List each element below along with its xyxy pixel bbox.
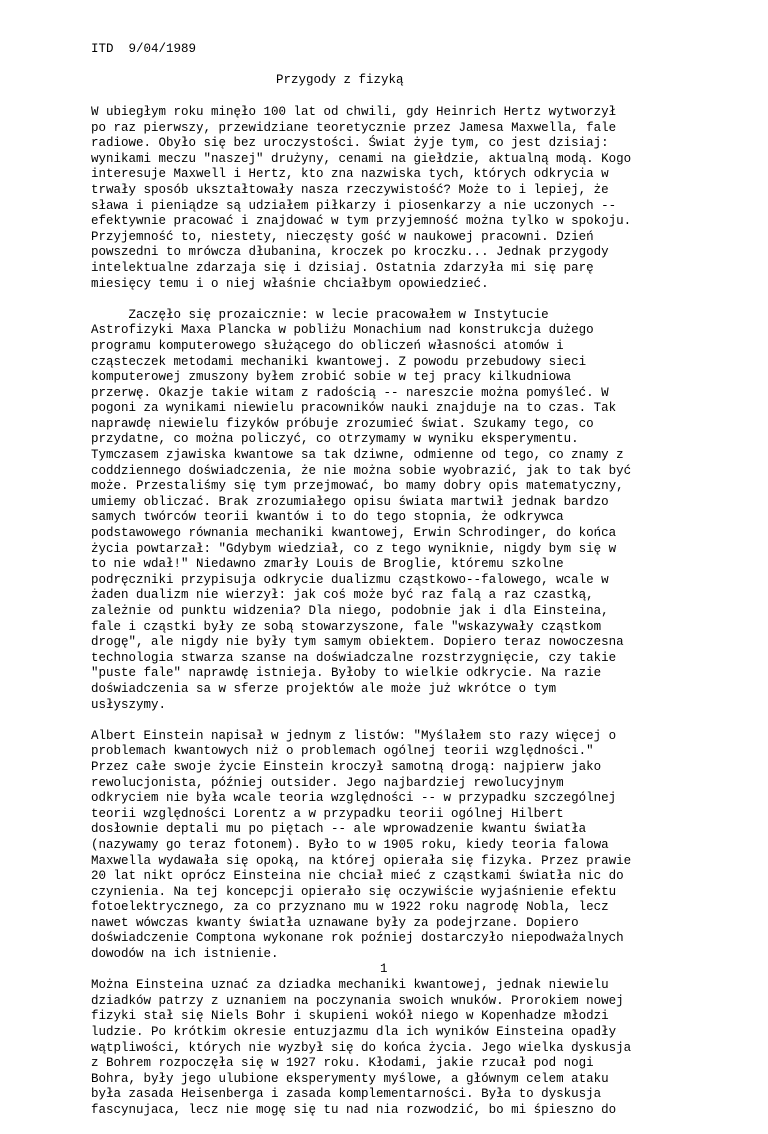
text-line: Zaczęło się prozaicznie: w lecie pracowałem w Instytucie: [91, 307, 549, 322]
text-line: drogę", ale nigdy nie były tym samym obiektem. Dopiero teraz nowoczesna: [91, 635, 624, 650]
text-line: nawet wówczas kwanty światła uznawane były za podejrzane. Dopiero: [91, 915, 579, 930]
text-line: dosłownie deptali mu po piętach -- ale wprowadzenie kwantu światła: [91, 822, 587, 837]
text-line: problemach kwantowych niż o problemach ogólnej teorii względności.": [91, 744, 594, 759]
text-line: trwały sposób ukształtowały nasza rzeczywistość? Może to i lepiej, że: [91, 182, 609, 197]
text-line: dowodów na ich istnienie.: [91, 947, 279, 962]
text-line: podręczniki przypisuja odkrycie dualizmu cząstkowo--falowego, wcale w: [91, 572, 609, 587]
text-line: wątpliwości, których nie wyzbył się do końca życia. Jego wielka dyskusja: [91, 1040, 632, 1055]
text-line: umiemy obliczać. Brak zrozumiałego opisu świata martwił jednak bardzo: [91, 494, 609, 509]
text-line: intelektualne zdarzaja się i dzisiaj. Ostatnia zdarzyła mi się parę: [91, 260, 594, 275]
text-line: Tymczasem zjawiska kwantowe sa tak dziwne, odmienne od tego, co znamy z: [91, 448, 624, 463]
text-line: efektywnie pracować i znajdować w tym przyjemność można tylko w spokoju.: [91, 214, 632, 229]
text-line: rewolucjonista, później outsider. Jego najbardziej rewolucyjnym: [91, 775, 564, 790]
text-line: życia powtarzał: "Gdybym wiedział, co z tego wyniknie, nigdy bym się w: [91, 541, 617, 556]
text-line: doświadczenia sa w sferze projektów ale może już wkrótce o tym: [91, 681, 557, 696]
text-line: fascynujaca, lecz nie mogę się tu nad nia rozwodzić, bo mi śpieszno do: [91, 1103, 617, 1117]
text-line: wynikami meczu "naszej" drużyny, cenami na giełdzie, aktualną modą. Kogo: [91, 151, 632, 166]
text-line: cząsteczek metodami mechaniki kwantowej. Z powodu przebudowy sieci: [91, 354, 587, 369]
text-line: żaden dualizm nie wierzył: jak coś może być raz falą a raz czastką,: [91, 588, 594, 603]
text-line: W ubiegłym roku minęło 100 lat od chwili, gdy Heinrich Hertz wytworzył: [91, 105, 617, 119]
text-line: fotoelektrycznego, za co przyznano mu w 1922 roku nagrodę Nobla, lecz: [91, 900, 609, 915]
text-line: powszedni to mrówcza dłubanina, kroczek po kroczku... Jednak przygody: [91, 245, 609, 260]
text-line: teorii względności Lorentz a w przypadku teorii ogólnej Hilbert: [91, 806, 564, 821]
text-line: radiowe. Obyło się bez uroczystości. Świat żyje tym, co jest dzisiaj:: [91, 136, 609, 151]
text-line: zależnie od punktu widzenia? Dla niego, podobnie jak i dla Einsteina,: [91, 604, 609, 618]
text-line: może. Przestaliśmy się tym przejmować, bo mamy dobry opis matematyczny,: [91, 479, 624, 494]
text-line: sława i pieniądze są udziałem piłkarzy i piosenkarzy a nie uczonych --: [91, 198, 617, 213]
text-line: Astrofizyki Maxa Plancka w pobliżu Monachium nad konstrukcja dużego: [91, 323, 594, 338]
document-title: Przygody z fizyką: [276, 73, 404, 87]
text-line: Maxwella wydawała się opoką, na której opierała się fizyka. Przez prawie: [91, 853, 632, 868]
text-line: programu komputerowego służącego do obliczeń własności atomów i: [91, 338, 564, 353]
text-line: "puste fale" naprawdę istnieja. Byłoby to wielkie odkrycie. Na razie: [91, 666, 602, 681]
text-line: była zasada Heisenberga i zasada komplementarności. Była to dyskusja: [91, 1087, 602, 1102]
text-line: Bohra, były jego ulubione eksperymenty myślowe, a głównym celem ataku: [91, 1071, 609, 1086]
text-line: ludzie. Po krótkim okresie entuzjazmu dla ich wyników Einsteina opadły: [91, 1025, 617, 1040]
text-line: samych twórców teorii kwantów i to do tego stopnia, że odkrywca: [91, 510, 564, 525]
text-line: technologia stwarza szanse na doświadczalne rozstrzygnięcie, czy takie: [91, 650, 617, 665]
text-line: usłyszymy.: [91, 697, 167, 712]
text-line: Przez całe swoje życie Einstein kroczył samotną drogą: najpierw jako: [91, 759, 602, 774]
text-line: fale i cząstki były ze sobą stowarzyszone, fale "wskazywały cząstkom: [91, 619, 602, 634]
text-line: po raz pierwszy, przewidziane teoretycznie przez Jamesa Maxwella, fale: [91, 120, 617, 135]
paragraph: [91, 105, 691, 292]
text-line: naprawdę niewielu fizyków próbuje zrozumieć świat. Szukamy tego, co: [91, 416, 594, 431]
text-line: coddziennego doświadczenia, że nie można sobie wyobrazić, jak to tak być: [91, 463, 632, 478]
text-line: podstawowego równania mechaniki kwantowej, Erwin Schrodinger, do końca: [91, 526, 617, 541]
text-line: przydatne, co można policzyć, co otrzymamy w wyniku eksperymentu.: [91, 432, 579, 447]
text-line: Albert Einstein napisał w jednym z listów: "Myślałem sto razy więcej o: [91, 728, 617, 743]
page-number: 1: [380, 962, 388, 976]
text-line: Można Einsteina uznać za dziadka mechaniki kwantowej, jednak niewielu: [91, 978, 609, 993]
text-line: komputerowej zmuszony byłem zrobić sobie w tej pracy kilkudniowa: [91, 370, 572, 385]
text-line: miesięcy temu i o niej właśnie chciałbym opowiedzieć.: [91, 276, 489, 291]
text-line: czynienia. Na tej koncepcji opierało się oczywiście wyjaśnienie efektu: [91, 884, 617, 899]
text-line: to nie wdał!" Niedawno zmarły Louis de Broglie, któremu szkolne: [91, 557, 564, 572]
text-line: pogoni za wynikami niewielu pracowników nauki znajduje na to czas. Tak: [91, 401, 617, 416]
text-line: odkryciem nie była wcale teoria względności -- w przypadku szczególnej: [91, 791, 617, 806]
paragraph: [91, 729, 691, 963]
text-line: dziadków patrzy z uznaniem na poczynania swoich wnuków. Prorokiem nowej: [91, 993, 624, 1008]
text-line: interesuje Maxwell i Hertz, kto zna nazwiska tych, których odkrycia w: [91, 167, 609, 182]
document-body: [91, 105, 691, 1134]
paragraph: [91, 308, 691, 713]
text-line: fizyki stał się Niels Bohr i skupieni wokół niego w Kopenhadze młodzi: [91, 1009, 609, 1024]
text-line: Przyjemność to, niestety, nieczęsty gość w naukowej pracowni. Dzień: [91, 229, 594, 244]
text-line: (nazywamy go teraz fotonem). Było to w 1905 roku, kiedy teoria falowa: [91, 837, 609, 852]
text-line: 20 lat nikt oprócz Einsteina nie chciał mieć z cząstkami światła nic do: [91, 869, 624, 884]
text-line: z Bohrem rozpoczęła się w 1927 roku. Kłodami, jakie rzucał pod nogi: [91, 1056, 594, 1071]
document-header: ITD 9/04/1989: [91, 42, 197, 56]
paragraph: [91, 978, 691, 1118]
text-line: przerwę. Okazje takie witam z radością -- nareszcie można pomyśleć. W: [91, 385, 609, 400]
text-line: doświadczenie Comptona wykonane rok poźniej dostarczyło niepodważalnych: [91, 931, 624, 946]
